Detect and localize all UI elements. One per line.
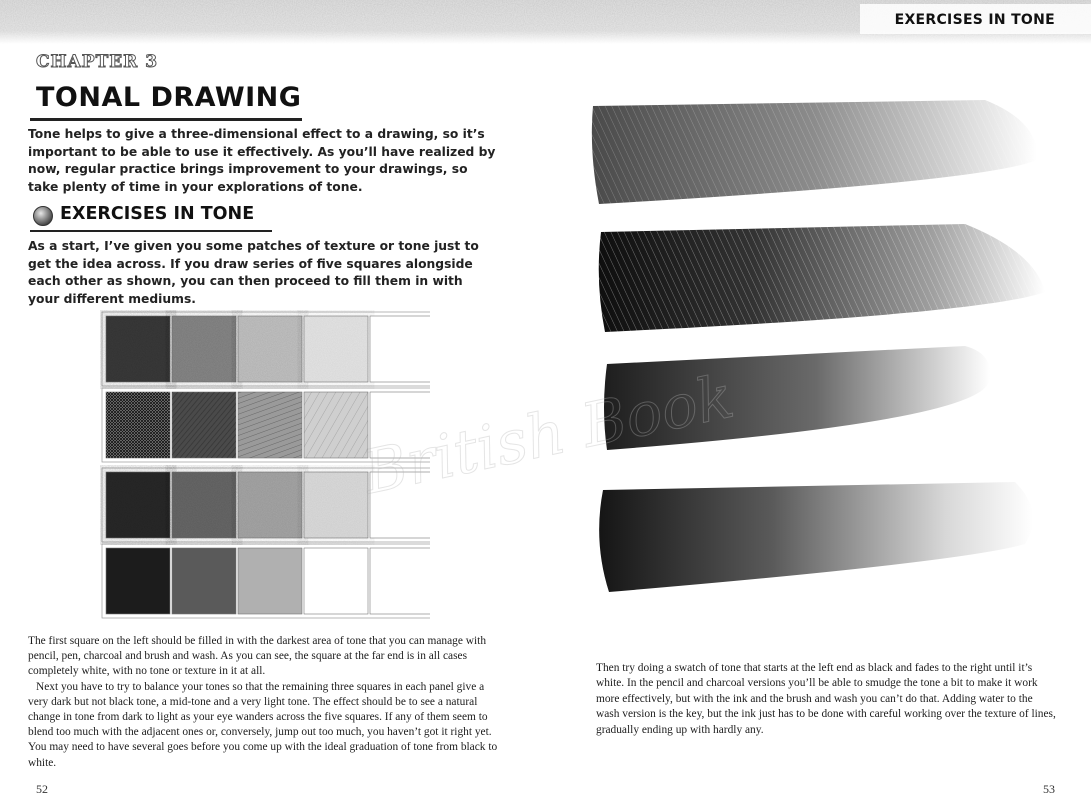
tone-swatch <box>106 548 170 614</box>
swatch-texture <box>238 392 302 458</box>
swatch-texture <box>304 392 368 458</box>
strip-pencil <box>592 100 1037 204</box>
watermark: British Book <box>356 361 740 509</box>
page-number-right: 53 <box>1043 782 1055 796</box>
section-heading: EXERCISES IN TONE <box>60 204 255 224</box>
tone-swatch <box>370 392 430 458</box>
header-texture-band <box>0 0 1091 44</box>
page-number-left: 52 <box>36 782 48 796</box>
body-text-right: Then try doing a swatch of tone that starts at the left end as black and fades to the right until it’s white. In the pencil and charcoal versions you’ll be able to smudge the tone a bit to make it work more effectively, but with the ink and the brush and wash you can’t do that. Adding water to the wash version is the key, but the ink just has to be done with careful working over the texture of lines, gradually ending up with hardly any. <box>596 662 1056 736</box>
tone-swatch <box>238 548 302 614</box>
body-text-left <box>28 634 500 771</box>
swatch-texture <box>172 392 236 458</box>
strip-pen <box>599 224 1045 332</box>
gradient-tone-strips <box>585 92 1055 612</box>
swatch-texture <box>106 472 170 538</box>
title-underline <box>30 118 302 121</box>
swatch-rows <box>102 312 430 618</box>
tone-swatch <box>370 472 430 538</box>
swatch-texture <box>238 316 302 382</box>
strip-charcoal <box>604 346 990 450</box>
section-underline <box>30 230 272 232</box>
tone-swatch <box>370 316 430 382</box>
body-paragraph-2: Next you have to try to balance your tones so that the remaining three squares in each panel give a very dark but not black tone, a mid-tone and a very light tone. The effect should be to see a natural change in tone from dark to light as your eye wanders across the five squares. If any of them seem to blend too much with the adjacent ones or, conversely, jump out too much, you haven’t got it right yet. You may need to have several goes before you come up with the ideal graduation of tone from black to white. <box>28 680 498 769</box>
section-intro-paragraph: As a start, I’ve given you some patches of texture or tone just to get the idea across. If you draw series of five squares alongside each other as shown, you can then proceed to fill them in with your different mediums. <box>28 239 479 306</box>
swatch-texture <box>172 316 236 382</box>
swatch-texture <box>106 392 170 458</box>
tone-swatch <box>370 548 430 614</box>
swatch-texture <box>172 472 236 538</box>
swatch-texture <box>238 472 302 538</box>
swatch-texture <box>106 316 170 382</box>
chapter-label: CHAPTER 3 <box>36 52 159 72</box>
page-title: TONAL DRAWING <box>36 82 302 113</box>
swatch-texture <box>304 472 368 538</box>
strip-brush-and-wash <box>599 482 1033 592</box>
tone-swatch-grid <box>100 310 430 628</box>
tone-swatch <box>172 548 236 614</box>
swatch-texture <box>304 316 368 382</box>
tone-swatch <box>304 548 368 614</box>
running-header: EXERCISES IN TONE <box>894 12 1055 28</box>
section-bullet-icon <box>33 206 53 226</box>
body-paragraph-1: The first square on the left should be filled in with the darkest area of tone that you can manage with pencil, pen, charcoal and brush and wash. As you can see, the square at the far end is in all cases completely white, with no tone or texture in it at all. <box>28 635 487 678</box>
intro-paragraph: Tone helps to give a three-dimensional effect to a drawing, so it’s important to be able to use it effectively. As you’ll have realized by now, regular practice brings improvement to your drawings, so take plenty of time in your explorations of tone. <box>28 127 496 194</box>
